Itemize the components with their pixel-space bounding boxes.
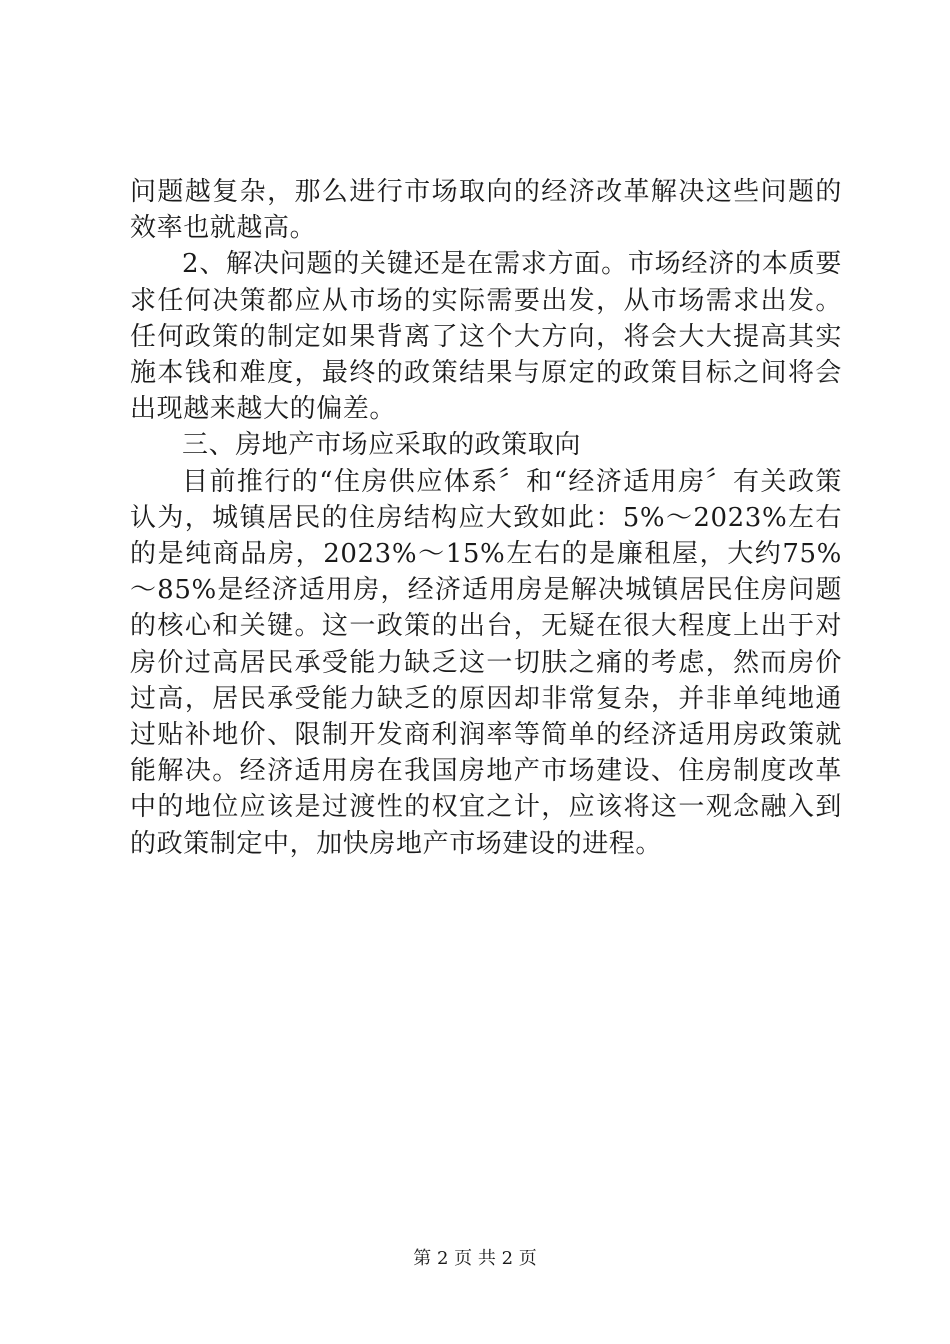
page-footer: 第 2 页 共 2 页: [413, 1248, 537, 1269]
paragraph-1: 问题越复杂，那么进行市场取向的经济改革解决这些问题的效率也就越高。: [130, 177, 842, 244]
paragraph-3: 目前推行的“住房供应体系〞和“经济适用房〞有关政策认为，城镇居民的住房结构应大致如此：5%～2023%左右的是纯商品房，2023%～15%左右的是廉租屋，大约75%～85%是经济适用房，经济适用房是解决城镇居民住房问题的核心和关键。这一政策的出台，无疑在很大程度上出于对房价过高居民承受能力缺乏这一切肤之痛的考虑，然而房价过高，居民承受能力缺乏的原因却非常复杂，并非单纯地通过贴补地价、限制开发商利润率等简单的经济适用房政策就能解决。经济适用房在我国房地产市场建设、住房制度改革中的地位应该是过渡性的权宜之计，应该将这一观念融入到的政策制定中，加快房地产市场建设的进程。: [130, 466, 842, 859]
paragraph-2: 2、解决问题的关键还是在需求方面。市场经济的本质要求任何决策都应从市场的实际需要出发，从市场需求出发。任何政策的制定如果背离了这个大方向，将会大大提高其实施本钱和难度，最终的政策结果与原定的政策目标之间将会出现越来越大的偏差。: [130, 249, 842, 425]
body-text: [130, 174, 842, 862]
section-heading: 三、房地产市场应采取的政策取向: [182, 430, 582, 461]
